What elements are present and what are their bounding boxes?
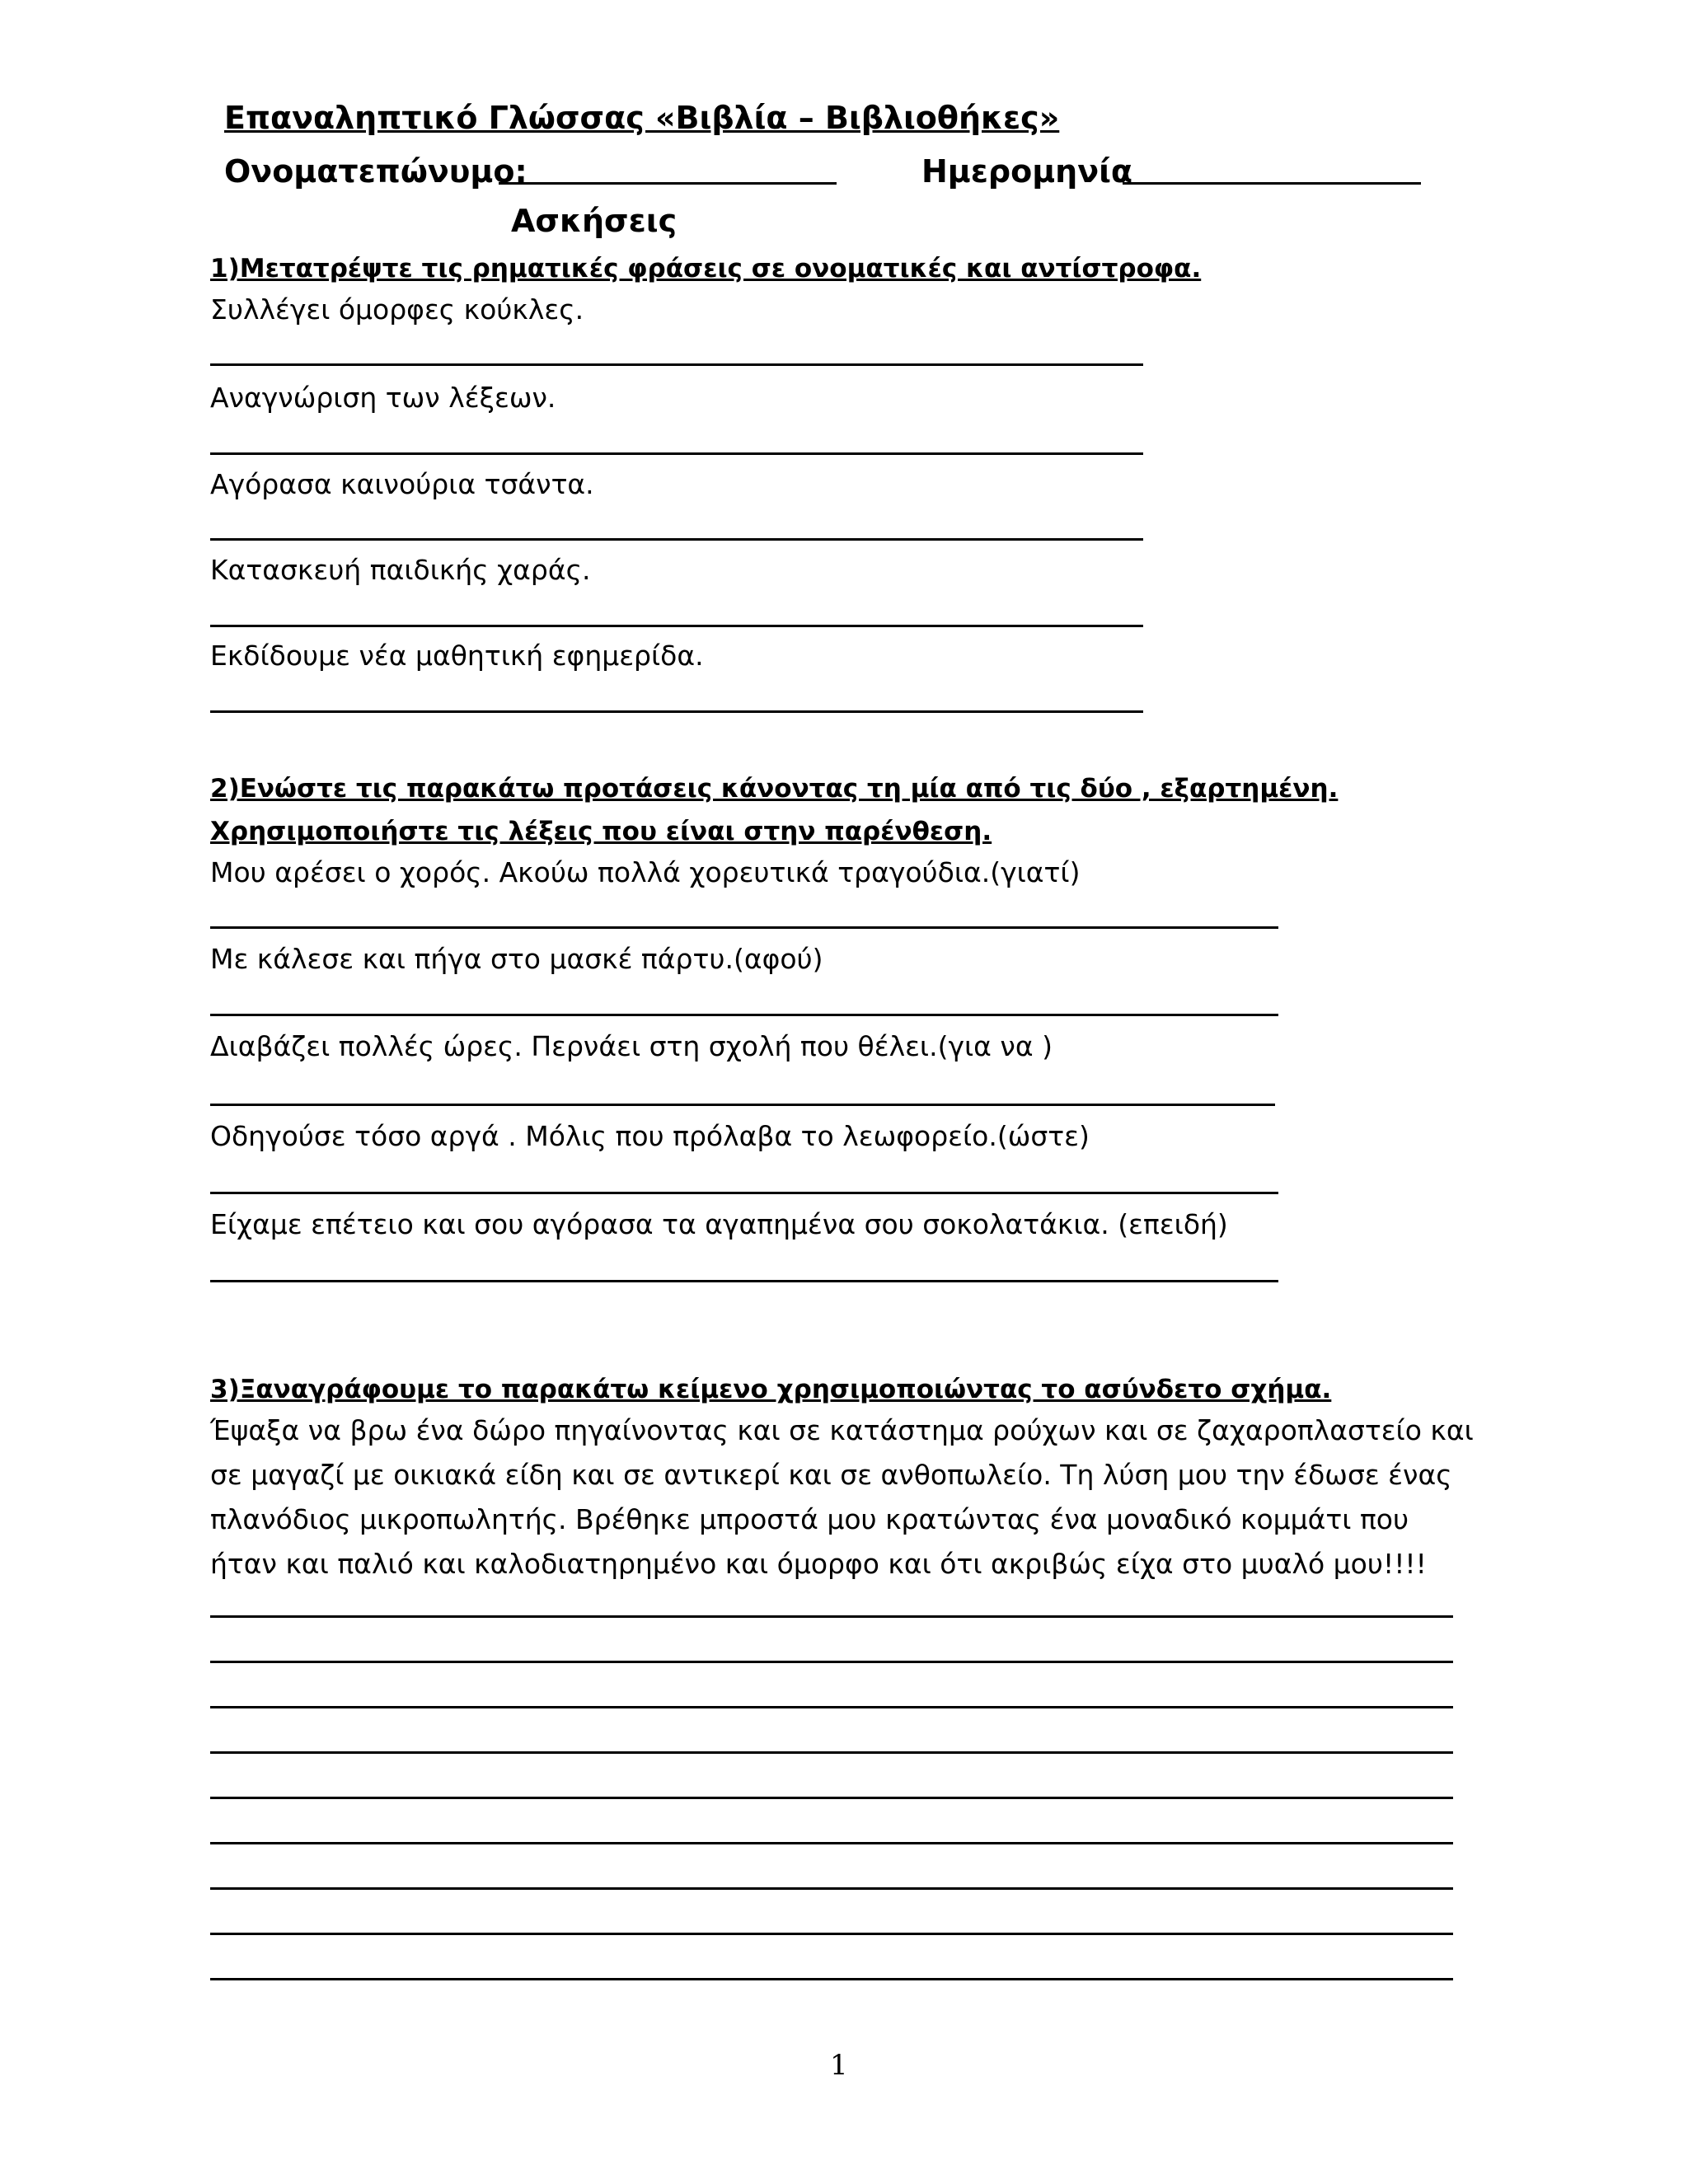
exercise2-item: Με κάλεσε και πήγα στο μασκέ πάρτυ.(αφού) <box>210 943 823 975</box>
date-label: Ημερομηνία <box>921 153 1133 190</box>
exercise2-instruction-cont: Χρησιμοποιήστε τις λέξεις που είναι στην παρένθεση. <box>210 817 992 846</box>
exercise3-text-line: Έψαξα να βρω ένα δώρο πηγαίνοντας και σε κατάστημα ρούχων και σε ζαχαροπλαστείο και <box>210 1414 1474 1446</box>
exercise3-answer-line[interactable] <box>210 1933 1453 1935</box>
exercise2-answer-line[interactable] <box>210 1280 1278 1282</box>
page-subtitle: Ασκήσεις <box>511 203 678 239</box>
exercise3-answer-line[interactable] <box>210 1887 1453 1890</box>
worksheet-title: Επαναληπτικό Γλώσσας «Βιβλία – Βιβλιοθήκες» <box>224 100 1060 136</box>
exercise3-text-line: ήταν και παλιό και καλοδιατηρημένο και όμορφο και ότι ακριβώς είχα στο μυαλό μου!!!! <box>210 1548 1427 1580</box>
exercise3-answer-line[interactable] <box>210 1978 1453 1980</box>
exercise2-item: Διαβάζει πολλές ώρες. Περνάει στη σχολή που θέλει.(για να ) <box>210 1030 1053 1062</box>
exercise1-item: Αναγνώριση των λέξεων. <box>210 382 556 414</box>
exercise1-answer-line[interactable] <box>210 710 1143 713</box>
exercise1-answer-line[interactable] <box>210 452 1143 455</box>
exercise1-item: Αγόρασα καινούρια τσάντα. <box>210 468 594 500</box>
date-blank[interactable] <box>1123 182 1421 185</box>
exercise3-instruction: 3)Ξαναγράφουμε το παρακάτω κείμενο χρησιμοποιώντας το ασύνδετο σχήμα. <box>210 1375 1332 1404</box>
exercise3-answer-line[interactable] <box>210 1842 1453 1844</box>
exercise1-item: Κατασκευή παιδικής χαράς. <box>210 554 591 586</box>
exercise2-answer-line[interactable] <box>210 1104 1275 1106</box>
exercise1-answer-line[interactable] <box>210 538 1143 541</box>
exercise2-instruction: 2)Ενώστε τις παρακάτω προτάσεις κάνοντας τη μία από τις δύο , εξαρτημένη. <box>210 774 1339 804</box>
exercise3-answer-line[interactable] <box>210 1751 1453 1754</box>
exercise2-item: Οδηγούσε τόσο αργά . Μόλις που πρόλαβα το λεωφορείο.(ώστε) <box>210 1120 1090 1152</box>
exercise1-item: Εκδίδουμε νέα μαθητική εφημερίδα. <box>210 640 704 672</box>
exercise3-text-line: πλανόδιος μικροπωλητής. Βρέθηκε μπροστά μου κρατώντας ένα μοναδικό κομμάτι που <box>210 1503 1409 1535</box>
page-number: 1 <box>830 2049 848 2082</box>
name-label: Ονοματεπώνυμο: <box>224 153 528 190</box>
exercise1-item: Συλλέγει όμορφες κούκλες. <box>210 293 584 326</box>
exercise2-answer-line[interactable] <box>210 926 1278 929</box>
exercise2-item: Μου αρέσει ο χορός. Ακούω πολλά χορευτικά τραγούδια.(γιατί) <box>210 856 1081 888</box>
exercise2-answer-line[interactable] <box>210 1192 1278 1194</box>
exercise3-text-line: σε μαγαζί με οικιακά είδη και σε αντικερί και σε ανθοπωλείο. Τη λύση μου την έδωσε ένας <box>210 1459 1452 1491</box>
exercise2-item: Είχαμε επέτειο και σου αγόρασα τα αγαπημένα σου σοκολατάκια. (επειδή) <box>210 1208 1228 1240</box>
name-blank[interactable] <box>499 182 837 185</box>
exercise3-answer-line[interactable] <box>210 1615 1453 1618</box>
exercise3-answer-line[interactable] <box>210 1706 1453 1708</box>
exercise1-instruction: 1)Μετατρέψτε τις ρηματικές φράσεις σε ονοματικές και αντίστροφα. <box>210 254 1202 284</box>
exercise1-answer-line[interactable] <box>210 625 1143 627</box>
exercise3-answer-line[interactable] <box>210 1797 1453 1799</box>
exercise1-answer-line[interactable] <box>210 363 1143 366</box>
exercise2-answer-line[interactable] <box>210 1014 1278 1016</box>
exercise3-answer-line[interactable] <box>210 1661 1453 1663</box>
